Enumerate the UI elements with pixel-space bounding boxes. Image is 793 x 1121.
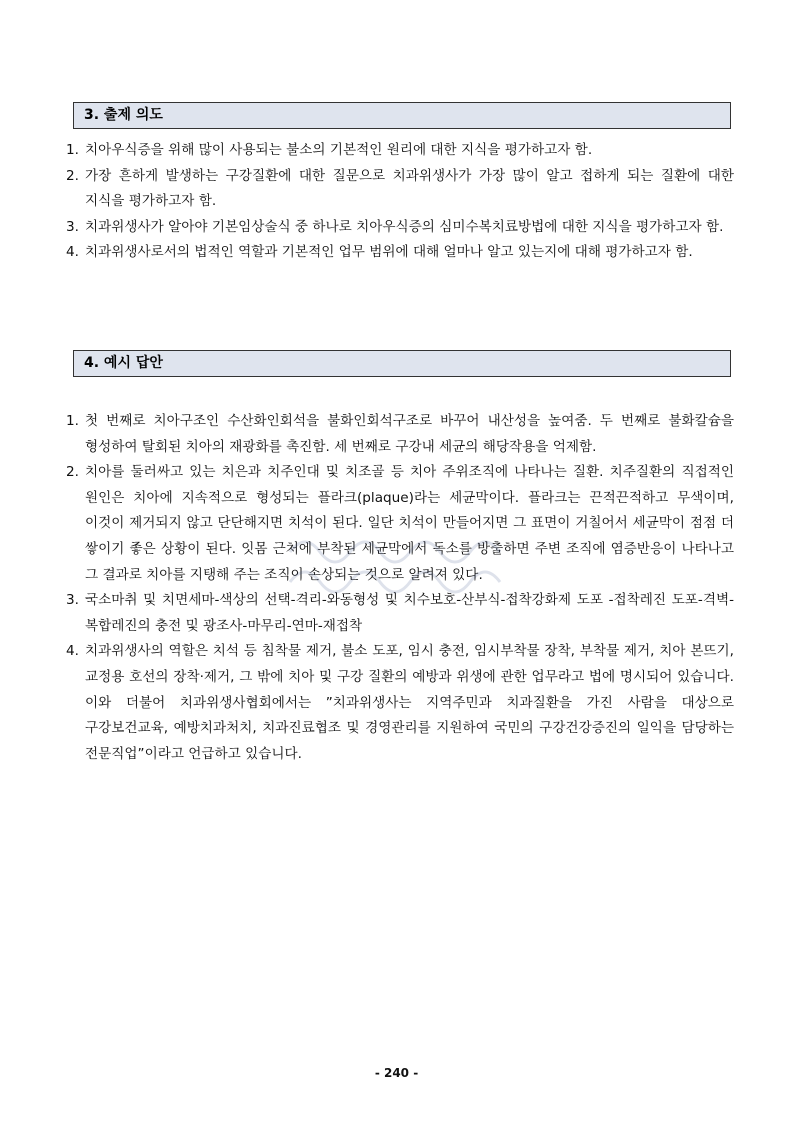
section-3-list xyxy=(66,138,734,266)
list-item xyxy=(66,588,734,639)
list-item xyxy=(66,409,734,460)
page-number: - 240 - xyxy=(374,1066,419,1080)
item-text: 첫 번째로 치아구조인 수산화인회석을 불화인회석구조로 바꾸어 내산성을 높여줌. 두 번째로 불화칼슘을 형성하여 탈회된 치아의 재광화를 촉진함. 세 번째로 구강내 세균의 해당작용을 억제함. xyxy=(85,413,734,455)
item-text: 치과위생사로서의 법적인 역할과 기본적인 업무 범위에 대해 얼마나 알고 있는지에 대해 평가하고자 함. xyxy=(85,244,693,261)
section-3-header: 3. 출제 의도 xyxy=(73,102,731,129)
item-number: 2. xyxy=(66,464,79,481)
item-number: 1. xyxy=(66,142,79,158)
item-number: 1. xyxy=(66,413,79,429)
item-text: 국소마취 및 치면세마-색상의 선택-격리-와동형성 및 치수보호-산부식-접착강화제 도포 -접착레진 도포-격벽-복합레진의 충전 및 광조사-마무리-연마-재접착 xyxy=(85,592,734,634)
item-number: 3. xyxy=(66,592,79,609)
list-item xyxy=(66,460,734,588)
section-4-header: 4. 예시 답안 xyxy=(73,350,731,377)
item-text: 치과위생사가 알아야 기본임상술식 중 하나로 치아우식증의 심미수복치료방법에 대한 지식을 평가하고자 함. xyxy=(85,218,724,235)
item-text: 가장 흔하게 발생하는 구강질환에 대한 질문으로 치과위생사가 가장 많이 알고 접하게 되는 질환에 대한 지식을 평가하고자 함. xyxy=(85,167,734,210)
item-number: 4. xyxy=(66,643,79,660)
item-text: 치아우식증을 위해 많이 사용되는 불소의 기본적인 원리에 대한 지식을 평가하고자 함. xyxy=(85,142,593,158)
list-item xyxy=(66,164,734,215)
item-number: 2. xyxy=(66,167,79,184)
list-item xyxy=(66,240,734,266)
list-item xyxy=(66,215,734,241)
item-text: 치과위생사의 역할은 치석 등 침착물 제거, 불소 도포, 임시 충전, 임시부착물 장착, 부착물 제거, 치아 본뜨기, 교정용 호선의 장착·제거, 그 밖에 치아 및 구강 질환의 예방과 위생에 관한 업무라고 법에 명시되어 있습니다. 이와 더불어 치과위생사협회에서는 ”치과위생사는 지역주민과 치과질환을 가진 사람을 대상으로 구강보건교육, 예방치과처치, 치과진료협조 및 경영관리를 지원하여 국민의 구강건강증진의 일익을 담당하는 전문직업”이라고 언급하고 있습니다. xyxy=(85,643,734,762)
item-number: 4. xyxy=(66,244,79,261)
section-4-list xyxy=(66,409,734,767)
item-text: 치아를 둘러싸고 있는 치은과 치주인대 및 치조골 등 치아 주위조직에 나타나는 질환. 치주질환의 직접적인 원인은 치아에 지속적으로 형성되는 플라크(plaque)라는 세균막이다. 플라크는 끈적끈적하고 무색이며, 이것이 제거되지 않고 단단해지면 치석이 된다. 일단 치석이 만들어지면 그 표면이 거칠어서 세균막이 점점 더 쌓이기 좋은 상황이 된다. 잇몸 근처에 부착된 세균막에서 독소를 방출하면 주변 조직에 염증반응이 나타나고 그 결과로 치아를 지탱해 주는 조직이 손상되는 것으로 알려져 있다. xyxy=(85,464,734,583)
list-item xyxy=(66,138,734,164)
list-item xyxy=(66,639,734,767)
item-number: 3. xyxy=(66,218,79,235)
